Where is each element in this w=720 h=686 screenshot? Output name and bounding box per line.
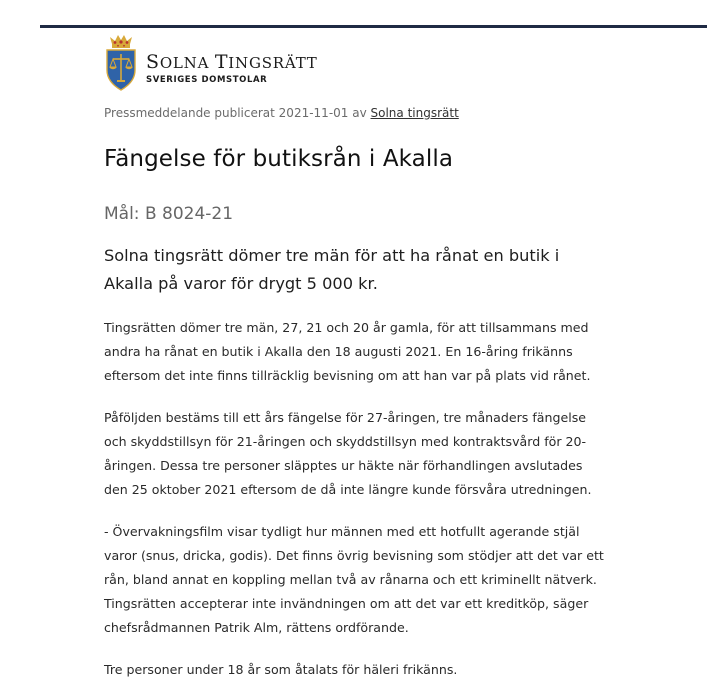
body-paragraph: Tingsrätten dömer tre män, 27, 21 och 20 år gamla, för att tillsammans med andra ha rånat en butik i Akalla den 18 augusti 2021. En 16-åring frikänns eftersom det inte finns tillräcklig bevisning om att han var på plats vid rånet. [104, 320, 591, 383]
publish-meta [104, 106, 604, 120]
publish-info: Pressmeddelande publicerat 2021-11-01 av [104, 106, 371, 120]
court-subtitle: SVERIGES DOMSTOLAR [146, 74, 268, 85]
lead-paragraph: Solna tingsrätt dömer tre män för att ha rånat en butik i Akalla på varor för drygt 5 000 kr. [104, 246, 560, 293]
crown-shield-icon [104, 34, 138, 92]
top-divider [40, 25, 707, 28]
court-name: SOLNA TINGSRÄTT [146, 50, 318, 73]
logo-wordmark [146, 52, 318, 85]
author-link[interactable]: Solna tingsrätt [370, 106, 459, 120]
body-paragraph: Tre personer under 18 år som åtalats för häleri frikänns. [104, 662, 458, 677]
body-paragraph: Påföljden bestäms till ett års fängelse för 27-åringen, tre månaders fängelse och skyddstillsyn för 21-åringen och skyddstillsyn med kontraktsvård för 20-åringen. Dessa tre personer släpptes ur häkte när förhandlingen avslutades den 25 oktober 2021 eftersom de då inte längre kunde försvåra utredningen. [104, 410, 592, 497]
page-title: Fängelse för butiksrån i Akalla [104, 146, 454, 172]
case-number: Mål: B 8024-21 [104, 204, 234, 224]
body-paragraph: - Övervakningsfilm visar tydligt hur männen med ett hotfullt agerande stjäl varor (snus, dricka, godis). Det finns övrig bevisning som stödjer att det var ett rån, bland annat en koppling mellan två av rånarna och ett kriminellt nätverk. Tingsrätten accepterar inte invändningen om att det var ett kreditköp, säger chefsrådmannen Patrik Alm, rättens ordförande. [104, 524, 604, 635]
press-release [104, 34, 604, 682]
court-logo[interactable] [104, 34, 604, 92]
